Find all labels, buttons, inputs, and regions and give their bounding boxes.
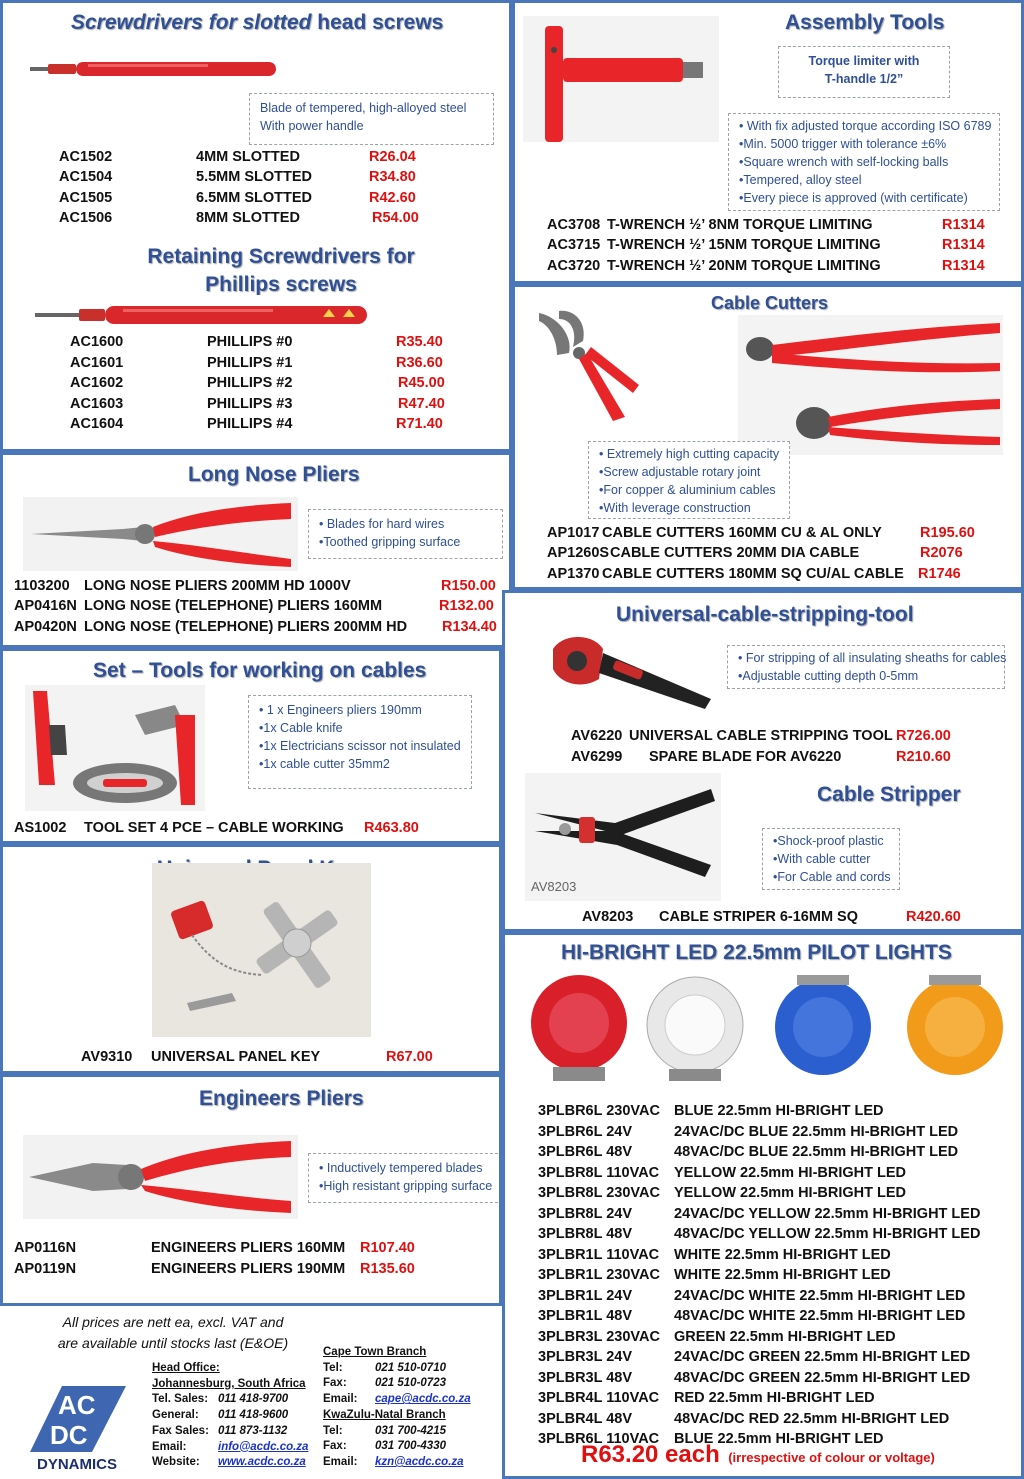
product-desc: 5.5MM SLOTTED bbox=[196, 169, 313, 185]
product-desc: 4MM SLOTTED bbox=[196, 149, 300, 165]
contact-label: Email: bbox=[152, 1440, 187, 1453]
contact-value: 021 510-0710 bbox=[375, 1361, 446, 1374]
stripping-panel bbox=[502, 590, 1024, 932]
product-price: R463.80 bbox=[364, 820, 419, 836]
product-price: R1314 bbox=[942, 258, 985, 274]
contact-label: Tel. Sales: bbox=[152, 1393, 209, 1406]
product-price: R1314 bbox=[942, 217, 985, 233]
product-desc: CABLE CUTTERS 180MM SQ CU/AL CABLE bbox=[602, 566, 904, 582]
product-row bbox=[538, 1103, 1018, 1123]
product-price: R420.60 bbox=[906, 909, 961, 925]
product-price: R1746 bbox=[918, 566, 961, 582]
contact-value: 011 873-1132 bbox=[218, 1424, 288, 1437]
contact-line bbox=[323, 1439, 493, 1455]
product-desc: PHILLIPS #1 bbox=[207, 355, 293, 371]
product-desc: 8MM SLOTTED bbox=[196, 210, 300, 226]
product-desc: LONG NOSE PLIERS 200MM HD 1000V bbox=[84, 578, 351, 594]
product-row bbox=[14, 578, 504, 598]
contact-line bbox=[323, 1424, 493, 1440]
bullet-item: • With fix adjusted torque according ISO 6789 bbox=[739, 119, 992, 133]
product-code: 3PLBR6L 230VAC bbox=[538, 1103, 660, 1119]
product-code: AV8203 bbox=[582, 909, 634, 925]
product-row bbox=[547, 545, 1017, 565]
product-code: 3PLBR3L 230VAC bbox=[538, 1328, 660, 1345]
product-desc: RED 22.5mm HI-BRIGHT LED bbox=[674, 1390, 875, 1406]
branch-offices bbox=[323, 1345, 493, 1471]
cable-cutter-small-image bbox=[529, 307, 641, 425]
product-row bbox=[547, 566, 1017, 586]
assembly-panel bbox=[512, 0, 1024, 284]
contact-line bbox=[152, 1392, 317, 1408]
product-code: AS1002 bbox=[14, 820, 67, 836]
disclaimer bbox=[28, 1312, 318, 1354]
product-code: 3PLBR8L 110VAC bbox=[538, 1164, 660, 1181]
product-code: AP0119N bbox=[14, 1261, 77, 1277]
product-price: R26.04 bbox=[369, 149, 416, 165]
cable-set-bullets bbox=[248, 695, 472, 789]
product-desc: UNIVERSAL PANEL KEY bbox=[151, 1049, 321, 1065]
slotted-note-line: Blade of tempered, high-alloyed steel bbox=[260, 101, 467, 115]
product-row bbox=[538, 1165, 1018, 1185]
cable-stripper-drawing bbox=[525, 773, 721, 883]
product-desc: T-WRENCH ½’ 8NM TORQUE LIMITING bbox=[607, 217, 873, 233]
product-desc: CABLE CUTTERS 20MM DIA CABLE bbox=[610, 545, 860, 561]
product-row bbox=[538, 1247, 1018, 1267]
product-code: 3PLBR6L 110VAC bbox=[538, 1431, 660, 1447]
product-desc: ENGINEERS PLIERS 160MM bbox=[151, 1240, 346, 1256]
product-price: R2076 bbox=[920, 545, 963, 561]
product-row bbox=[14, 1240, 494, 1260]
phillips-title-line: Retaining Screwdrivers for bbox=[147, 245, 415, 268]
contact-value: 011 418-9700 bbox=[218, 1393, 289, 1406]
contact-label: Email: bbox=[323, 1455, 358, 1468]
stripping-bullets bbox=[727, 645, 1005, 689]
website-link[interactable]: www.acdc.co.za bbox=[218, 1456, 306, 1469]
product-row bbox=[571, 728, 1021, 748]
contact-label: Fax: bbox=[323, 1440, 347, 1453]
product-code: 3PLBR4L 110VAC bbox=[538, 1390, 660, 1406]
product-row bbox=[538, 1411, 1018, 1431]
product-desc: YELLOW 22.5mm HI-BRIGHT LED bbox=[674, 1185, 907, 1201]
bullet-item: •For Cable and cords bbox=[773, 870, 891, 884]
led-lamp-white bbox=[647, 977, 743, 1081]
contact-value: 031 700-4215 bbox=[375, 1424, 446, 1437]
product-row bbox=[538, 1185, 1018, 1205]
product-price: R47.40 bbox=[398, 396, 445, 412]
product-code: 3PLBR4L 48V bbox=[538, 1410, 633, 1427]
product-desc: SPARE BLADE FOR AV6220 bbox=[649, 749, 842, 765]
product-row bbox=[547, 258, 1017, 278]
product-desc: 48VAC/DC GREEN 22.5mm HI-BRIGHT LED bbox=[674, 1369, 971, 1386]
stripper-title: Cable Stripper bbox=[817, 783, 961, 806]
stripping-title: Universal-cable-stripping-tool bbox=[616, 603, 914, 626]
cable-stripper-image bbox=[525, 773, 721, 901]
product-desc: 48VAC/DC WHITE 22.5mm HI-BRIGHT LED bbox=[674, 1308, 966, 1324]
product-desc: 48VAC/DC RED 22.5mm HI-BRIGHT LED bbox=[674, 1410, 950, 1427]
product-desc: TOOL SET 4 PCE – CABLE WORKING bbox=[84, 820, 344, 836]
cape-town-heading: Cape Town Branch bbox=[323, 1346, 427, 1358]
product-desc: BLUE 22.5mm HI-BRIGHT LED bbox=[674, 1103, 884, 1119]
disclaimer-line: All prices are nett ea, excl. VAT and bbox=[62, 1314, 284, 1330]
product-row bbox=[70, 334, 470, 354]
kzn-heading: KwaZulu-Natal Branch bbox=[323, 1408, 446, 1421]
product-price: R726.00 bbox=[896, 728, 951, 744]
t-wrench-image bbox=[523, 16, 719, 142]
product-desc: GREEN 22.5mm HI-BRIGHT LED bbox=[674, 1328, 896, 1345]
slotted-note bbox=[249, 93, 494, 145]
contact-label: General: bbox=[152, 1409, 199, 1422]
panel-key-panel bbox=[0, 844, 502, 1074]
product-price: R35.40 bbox=[396, 334, 443, 350]
product-desc: CABLE CUTTERS 160MM CU & AL ONLY bbox=[602, 525, 882, 541]
product-code: 3PLBR8L 48V bbox=[538, 1226, 633, 1242]
product-row bbox=[59, 210, 459, 230]
engineers-pliers-image bbox=[23, 1135, 298, 1219]
contact-line bbox=[323, 1376, 493, 1392]
contact-label: Fax Sales: bbox=[152, 1424, 209, 1437]
contact-value: 021 510-0723 bbox=[375, 1377, 446, 1390]
head-office-heading: Head Office: bbox=[152, 1362, 220, 1374]
contact-line bbox=[323, 1392, 493, 1408]
acdc-logo bbox=[22, 1380, 134, 1476]
contact-line bbox=[323, 1361, 493, 1377]
product-code: 3PLBR3L 24V bbox=[538, 1349, 633, 1365]
product-code: 1103200 bbox=[14, 578, 70, 594]
bullet-item: •Min. 5000 trigger with tolerance ±6% bbox=[739, 137, 947, 151]
product-code: AP1370 bbox=[547, 566, 600, 582]
acdc-logo-drawing bbox=[22, 1380, 134, 1476]
product-code: AV6220 bbox=[571, 728, 623, 744]
product-row bbox=[571, 749, 1021, 769]
contact-line bbox=[323, 1455, 493, 1471]
product-code: AP1017 bbox=[547, 525, 600, 541]
bullet-item: •Toothed gripping surface bbox=[319, 535, 461, 549]
contact-label: Tel: bbox=[323, 1424, 343, 1437]
product-desc: CABLE STRIPER 6-16MM SQ bbox=[659, 909, 858, 925]
contact-line bbox=[152, 1455, 317, 1471]
torque-note-line: Torque limiter with bbox=[808, 54, 920, 68]
cable-set-title: Set – Tools for working on cables bbox=[93, 659, 427, 682]
product-row bbox=[538, 1288, 1018, 1308]
product-row bbox=[538, 1308, 1018, 1328]
product-price: R54.00 bbox=[372, 210, 419, 226]
product-row bbox=[538, 1370, 1018, 1390]
led-lamps bbox=[523, 971, 1023, 1083]
product-row bbox=[538, 1267, 1018, 1287]
logo-text-dynamics: DYNAMICS bbox=[36, 1456, 118, 1473]
product-code: AV9310 bbox=[81, 1049, 133, 1065]
product-price: R71.40 bbox=[396, 416, 443, 432]
led-title: HI-BRIGHT LED 22.5mm PILOT LIGHTS bbox=[561, 941, 952, 964]
product-code: AC1506 bbox=[59, 210, 113, 226]
product-code: AC1504 bbox=[59, 169, 113, 185]
product-row bbox=[547, 217, 1017, 237]
kzn-email-link[interactable]: kzn@acdc.co.za bbox=[375, 1455, 464, 1468]
contact-line bbox=[152, 1408, 317, 1424]
product-row bbox=[538, 1390, 1018, 1410]
product-price: R45.00 bbox=[398, 375, 445, 391]
bullet-item: •Screw adjustable rotary joint bbox=[599, 465, 761, 479]
product-row bbox=[582, 909, 1022, 929]
product-row bbox=[538, 1124, 1018, 1144]
product-desc: T-WRENCH ½’ 20NM TORQUE LIMITING bbox=[607, 258, 881, 274]
slotted-title bbox=[71, 11, 443, 35]
product-desc: 24VAC/DC YELLOW 22.5mm HI-BRIGHT LED bbox=[674, 1205, 981, 1222]
led-lamp-blue bbox=[775, 975, 871, 1075]
bullet-item: • For stripping of all insulating sheaths for cables bbox=[738, 651, 1007, 665]
product-row bbox=[547, 237, 1017, 257]
long-nose-bullets bbox=[308, 509, 503, 559]
product-price: R36.60 bbox=[396, 355, 443, 371]
product-row bbox=[81, 1049, 481, 1069]
product-code: AC1602 bbox=[70, 375, 124, 391]
product-price: R107.40 bbox=[360, 1240, 415, 1256]
assembly-bullets bbox=[728, 113, 1000, 211]
product-desc: LONG NOSE (TELEPHONE) PLIERS 200MM HD bbox=[84, 619, 408, 635]
product-desc: 24VAC/DC BLUE 22.5mm HI-BRIGHT LED bbox=[674, 1123, 959, 1140]
bullet-item: • Extremely high cutting capacity bbox=[599, 447, 780, 461]
product-desc: PHILLIPS #3 bbox=[207, 396, 293, 412]
product-price: R67.00 bbox=[386, 1049, 433, 1065]
engineers-bullets bbox=[308, 1153, 502, 1203]
product-code: AP0416N bbox=[14, 598, 77, 614]
product-row bbox=[538, 1144, 1018, 1164]
product-price: R134.40 bbox=[442, 619, 497, 635]
screwdrivers-panel bbox=[0, 0, 512, 452]
product-price: R195.60 bbox=[920, 525, 975, 541]
product-price: R42.60 bbox=[369, 190, 416, 206]
cape-town-email-link[interactable]: cape@acdc.co.za bbox=[375, 1393, 471, 1406]
head-office bbox=[152, 1361, 317, 1471]
product-code: 3PLBR3L 48V bbox=[538, 1369, 633, 1386]
torque-note bbox=[778, 46, 950, 98]
bullet-item: •With cable cutter bbox=[773, 852, 871, 866]
contact-label: Tel: bbox=[323, 1361, 343, 1374]
bullet-item: •Adjustable cutting depth 0-5mm bbox=[738, 669, 919, 683]
led-lamp-red bbox=[531, 975, 627, 1081]
contact-label: Website: bbox=[152, 1456, 200, 1469]
contact-label: Fax: bbox=[323, 1377, 347, 1390]
product-row bbox=[14, 1261, 494, 1281]
product-code: AC1502 bbox=[59, 149, 113, 165]
product-desc: T-WRENCH ½’ 15NM TORQUE LIMITING bbox=[607, 237, 881, 253]
slotted-note-line: With power handle bbox=[260, 119, 364, 133]
cable-cutters-panel bbox=[512, 284, 1024, 590]
product-code: AC3720 bbox=[547, 258, 601, 274]
product-desc: ENGINEERS PLIERS 190MM bbox=[151, 1261, 346, 1277]
bullet-item: •1x Electricians scissor not insulated bbox=[259, 739, 461, 753]
disclaimer-line: are available until stocks last (E&OE) bbox=[57, 1335, 289, 1351]
bullet-item: •High resistant gripping surface bbox=[319, 1179, 493, 1193]
contact-line bbox=[152, 1424, 317, 1440]
product-row bbox=[70, 375, 470, 395]
long-nose-pliers-image bbox=[23, 497, 298, 571]
torque-note-line: T-handle 1/2” bbox=[824, 72, 904, 86]
contact-value: 031 700-4330 bbox=[375, 1440, 446, 1453]
bullet-item: •1x Cable knife bbox=[259, 721, 343, 735]
product-code: 3PLBR6L 48V bbox=[538, 1144, 633, 1160]
phillips-title-line: Phillips screws bbox=[205, 273, 357, 296]
product-row bbox=[14, 820, 494, 840]
product-code: 3PLBR1L 230VAC bbox=[538, 1267, 660, 1283]
product-price: R1314 bbox=[942, 237, 985, 253]
led-lamps-drawing bbox=[523, 971, 1023, 1083]
product-code: 3PLBR1L 110VAC bbox=[538, 1246, 660, 1263]
product-code: AP1260S bbox=[547, 545, 610, 561]
bullet-item: •Tempered, alloy steel bbox=[739, 173, 862, 187]
engineers-panel bbox=[0, 1074, 502, 1306]
product-code: 3PLBR6L 24V bbox=[538, 1123, 633, 1140]
product-desc: 24VAC/DC GREEN 22.5mm HI-BRIGHT LED bbox=[674, 1349, 971, 1365]
led-panel bbox=[502, 932, 1024, 1479]
phillips-screwdriver-image bbox=[33, 295, 373, 335]
product-desc: WHITE 22.5mm HI-BRIGHT LED bbox=[674, 1267, 891, 1283]
stripping-tool-image bbox=[543, 629, 715, 711]
bullet-item: • 1 x Engineers pliers 190mm bbox=[259, 703, 422, 717]
slotted-title-italic: Screwdrivers for slotted bbox=[71, 11, 312, 34]
product-desc: YELLOW 22.5mm HI-BRIGHT LED bbox=[674, 1164, 907, 1181]
assembly-title: Assembly Tools bbox=[785, 11, 945, 34]
head-office-email-link[interactable]: info@acdc.co.za bbox=[218, 1440, 309, 1453]
cable-set-image bbox=[25, 685, 205, 811]
product-code: 3PLBR8L 24V bbox=[538, 1205, 633, 1222]
long-nose-panel bbox=[0, 452, 512, 648]
bullet-item: •1x cable cutter 35mm2 bbox=[259, 757, 390, 771]
cable-cutters-title: Cable Cutters bbox=[711, 293, 829, 313]
product-row bbox=[70, 416, 470, 436]
product-desc: 24VAC/DC WHITE 22.5mm HI-BRIGHT LED bbox=[674, 1287, 966, 1304]
led-price-note: (irrespective of colour or voltage) bbox=[728, 1450, 935, 1465]
phillips-title bbox=[3, 243, 512, 299]
product-code: AC1601 bbox=[70, 355, 124, 371]
product-price: R150.00 bbox=[441, 578, 496, 594]
product-desc: WHITE 22.5mm HI-BRIGHT LED bbox=[674, 1246, 891, 1263]
product-code: AC3708 bbox=[547, 217, 601, 233]
product-desc: 6.5MM SLOTTED bbox=[196, 190, 313, 206]
product-desc: PHILLIPS #0 bbox=[207, 334, 293, 350]
cable-set-panel bbox=[0, 648, 502, 844]
bullet-item: • Inductively tempered blades bbox=[319, 1161, 483, 1175]
product-code: AC1603 bbox=[70, 396, 124, 412]
bullet-item: •Shock-proof plastic bbox=[773, 834, 884, 848]
product-row bbox=[59, 149, 459, 169]
product-price: R132.00 bbox=[439, 598, 494, 614]
product-code: 3PLBR1L 48V bbox=[538, 1308, 633, 1324]
contact-line bbox=[152, 1440, 317, 1456]
product-code: AP0420N bbox=[14, 619, 77, 635]
slotted-title-rest: head screws bbox=[311, 11, 444, 34]
contact-value: 011 418-9600 bbox=[218, 1409, 289, 1422]
product-code: AP0116N bbox=[14, 1240, 77, 1256]
bullet-item: • Blades for hard wires bbox=[319, 517, 445, 531]
slotted-screwdriver-image bbox=[28, 49, 288, 89]
product-row bbox=[538, 1349, 1018, 1369]
product-desc: PHILLIPS #4 bbox=[207, 416, 293, 432]
product-row bbox=[547, 525, 1017, 545]
product-code: 3PLBR8L 230VAC bbox=[538, 1185, 660, 1201]
product-code: AV6299 bbox=[571, 749, 623, 765]
product-row bbox=[538, 1226, 1018, 1246]
product-price: R34.80 bbox=[369, 169, 416, 185]
cable-cutters-bullets bbox=[588, 441, 790, 519]
stripper-bullets bbox=[762, 828, 900, 890]
product-desc: PHILLIPS #2 bbox=[207, 375, 293, 391]
logo-text-dc: DC bbox=[50, 1420, 88, 1450]
product-code: 3PLBR1L 24V bbox=[538, 1287, 633, 1304]
product-code: AC1600 bbox=[70, 334, 124, 350]
long-nose-title: Long Nose Pliers bbox=[188, 463, 360, 486]
led-lamp-orange bbox=[907, 975, 1003, 1075]
product-row bbox=[59, 169, 459, 189]
led-price-value: R63.20 each bbox=[581, 1441, 720, 1468]
panel-key-image bbox=[152, 863, 371, 1037]
product-code: AC3715 bbox=[547, 237, 601, 253]
head-office-address: Johannesburg, South Africa bbox=[152, 1377, 306, 1390]
product-desc: UNIVERSAL CABLE STRIPPING TOOL bbox=[629, 728, 893, 744]
bullet-item: •Every piece is approved (with certificate) bbox=[739, 191, 968, 205]
cable-stripper-image-label: AV8203 bbox=[531, 879, 577, 894]
logo-text-ac: AC bbox=[58, 1390, 96, 1420]
product-row bbox=[70, 396, 470, 416]
product-price: R135.60 bbox=[360, 1261, 415, 1277]
product-desc: 48VAC/DC YELLOW 22.5mm HI-BRIGHT LED bbox=[674, 1226, 981, 1242]
cable-cutter-large-image bbox=[738, 315, 1003, 455]
engineers-title: Engineers Pliers bbox=[199, 1087, 364, 1110]
product-code: AC1505 bbox=[59, 190, 113, 206]
bullet-item: •For copper & aluminium cables bbox=[599, 483, 776, 497]
bullet-item: •Square wrench with self-locking balls bbox=[739, 155, 949, 169]
led-price bbox=[581, 1441, 935, 1469]
product-code: AC1604 bbox=[70, 416, 124, 432]
product-row bbox=[14, 598, 504, 618]
product-row bbox=[59, 190, 459, 210]
product-desc: LONG NOSE (TELEPHONE) PLIERS 160MM bbox=[84, 598, 383, 614]
product-row bbox=[538, 1329, 1018, 1349]
product-desc: 48VAC/DC BLUE 22.5mm HI-BRIGHT LED bbox=[674, 1144, 959, 1160]
contact-label: Email: bbox=[323, 1393, 358, 1406]
product-row bbox=[70, 355, 470, 375]
product-price: R210.60 bbox=[896, 749, 951, 765]
product-row bbox=[538, 1206, 1018, 1226]
product-desc: BLUE 22.5mm HI-BRIGHT LED bbox=[674, 1431, 884, 1447]
bullet-item: •With leverage construction bbox=[599, 501, 751, 515]
product-row bbox=[14, 619, 504, 639]
